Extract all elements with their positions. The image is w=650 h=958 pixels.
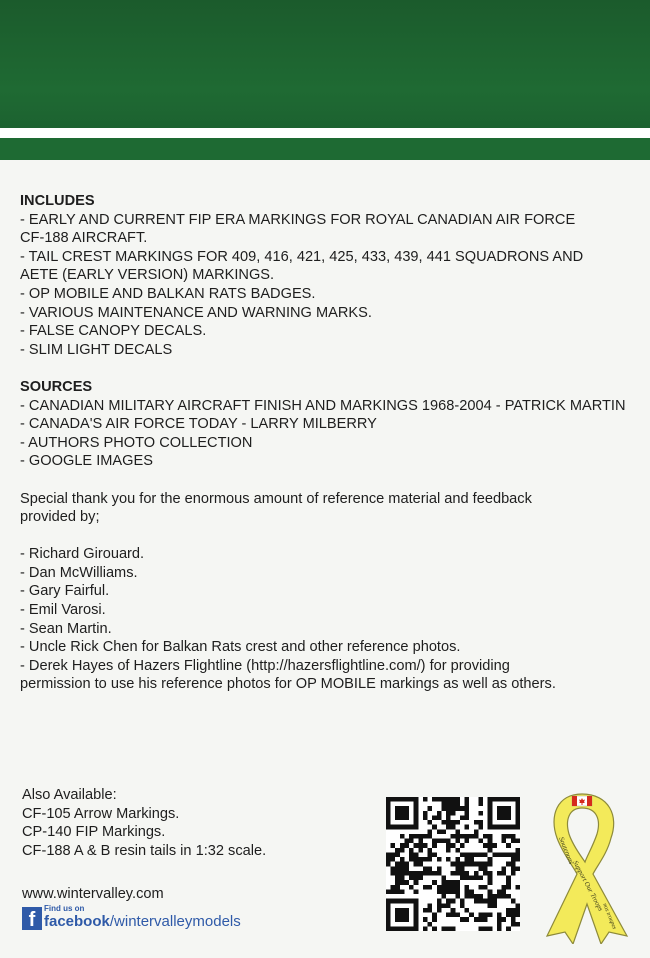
includes-title: INCLUDES	[20, 193, 95, 209]
thanks-person: - Dan McWilliams.	[20, 564, 138, 581]
sources-line: - GOOGLE IMAGES	[20, 453, 153, 470]
facebook-path: /wintervalleymodels	[109, 913, 241, 930]
canada-flag-icon	[572, 796, 592, 806]
lower-green-band	[0, 138, 650, 160]
includes-line: - VARIOUS MAINTENANCE AND WARNING MARKS.	[20, 304, 372, 321]
thanks-person: - Richard Girouard.	[20, 546, 145, 563]
includes-line: - OP MOBILE AND BALKAN RATS BADGES.	[20, 285, 316, 302]
sources-title: SOURCES	[20, 378, 93, 395]
sources-line: - CANADIAN MILITARY AIRCRAFT FINISH AND MARKINGS 1968-2004 - PATRICK MARTIN	[20, 397, 626, 414]
facebook-link[interactable]	[22, 904, 241, 930]
sources-line: - AUTHORS PHOTO COLLECTION	[20, 434, 253, 451]
band-stripe	[0, 128, 650, 138]
includes-line: - EARLY AND CURRENT FIP ERA MARKINGS FOR ROYAL CANADIAN AIR FORCE	[20, 211, 576, 228]
thanks-person: - Sean Martin.	[20, 620, 112, 637]
thanks-person: permission to use his reference photos for OP MOBILE markings as well as others.	[20, 676, 556, 693]
sources-line: - CANADA'S AIR FORCE TODAY - LARRY MILBERRY	[20, 416, 377, 433]
includes-line: - SLIM LIGHT DECALS	[20, 341, 173, 358]
ribbon-text-left: Soutenons	[557, 835, 576, 866]
also-available-title: Also Available:	[22, 787, 117, 803]
ribbon-text-right: nos troupes	[601, 902, 618, 931]
main-text	[20, 192, 640, 694]
includes-line: CF-188 AIRCRAFT.	[20, 230, 148, 247]
facebook-icon: f	[22, 907, 42, 930]
also-available-item: CF-188 A & B resin tails in 1:32 scale.	[22, 842, 267, 859]
top-green-band	[0, 0, 650, 128]
includes-line: - TAIL CREST MARKINGS FOR 409, 416, 421, 425, 433, 439, 441 SQUADRONS AND	[20, 248, 584, 265]
also-available-item: CP-140 FIP Markings.	[22, 824, 166, 841]
includes-line: AETE (EARLY VERSION) MARKINGS.	[20, 267, 275, 284]
support-troops-ribbon	[535, 786, 630, 944]
thanks-person: - Uncle Rick Chen for Balkan Rats crest and other reference photos.	[20, 639, 461, 656]
thanks-person: - Derek Hayes of Hazers Flightline (http://hazersflightline.com/) for providing	[20, 657, 510, 674]
thanks-person: - Gary Fairful.	[20, 583, 110, 600]
thanks-intro: provided by;	[20, 509, 100, 526]
facebook-find-us: Find us on	[44, 904, 85, 913]
ribbon-text-middle: Support Our Troops	[571, 859, 605, 913]
thanks-person: - Emil Varosi.	[20, 602, 106, 619]
thanks-intro: Special thank you for the enormous amount of reference material and feedback	[20, 490, 532, 507]
qr-code[interactable]	[386, 797, 520, 931]
includes-line: - FALSE CANOPY DECALS.	[20, 323, 207, 340]
also-available	[22, 786, 362, 860]
website-link[interactable]: www.wintervalley.com	[22, 886, 164, 902]
facebook-brand: facebook	[44, 913, 110, 930]
also-available-item: CF-105 Arrow Markings.	[22, 805, 180, 822]
